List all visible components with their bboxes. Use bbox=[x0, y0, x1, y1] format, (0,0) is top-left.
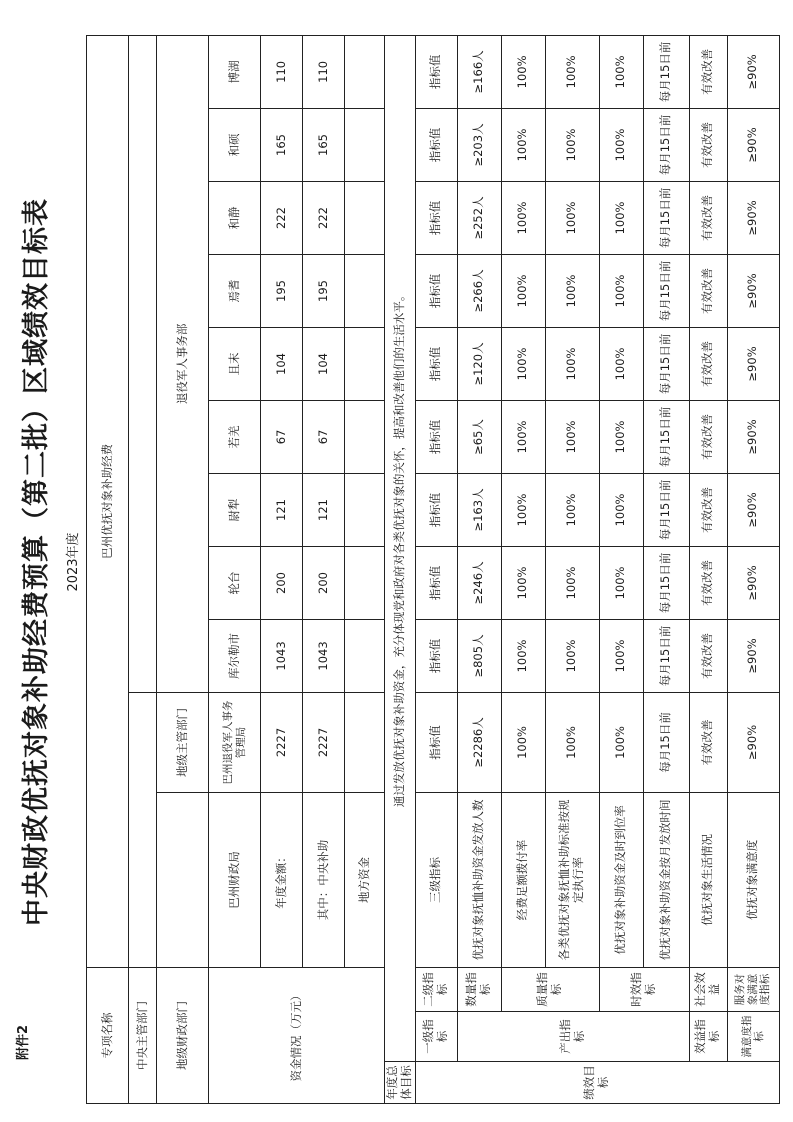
l2-label: 社会效益 bbox=[689, 967, 727, 1011]
value-header: 指标值 bbox=[415, 400, 457, 473]
local-funds-value bbox=[345, 692, 385, 792]
central-dept-row bbox=[129, 35, 157, 1103]
county-header: 库尔勒市 bbox=[209, 619, 261, 692]
county-target: 100% bbox=[599, 400, 643, 473]
funds-label: 资金情况（万元） bbox=[209, 967, 385, 1103]
central-county-value: 67 bbox=[303, 400, 345, 473]
county-target: 每月15日前 bbox=[643, 35, 689, 108]
indicator-row bbox=[599, 35, 643, 1103]
county-target: 每月15日前 bbox=[643, 619, 689, 692]
central-subsidy-row bbox=[303, 35, 345, 1103]
county-header: 和静 bbox=[209, 181, 261, 254]
l3-label: 优抚对象抚恤补助资金发放人数 bbox=[457, 792, 501, 967]
county-target: 100% bbox=[599, 546, 643, 619]
value-header: 指标值 bbox=[415, 108, 457, 181]
county-target: 100% bbox=[599, 35, 643, 108]
county-target: 有效改善 bbox=[689, 108, 727, 181]
county-target: 有效改善 bbox=[689, 400, 727, 473]
veterans-office-label: 巴州退役军人事务管理局 bbox=[209, 692, 261, 792]
county-target: 有效改善 bbox=[689, 546, 727, 619]
county-target: 100% bbox=[545, 619, 599, 692]
local-funds-label: 地方资金 bbox=[345, 792, 385, 967]
county-target: 100% bbox=[545, 108, 599, 181]
indicator-row bbox=[501, 35, 545, 1103]
year-label: 2023年度 bbox=[66, 532, 81, 592]
central-county-value: 104 bbox=[303, 327, 345, 400]
project-label: 专项名称 bbox=[87, 967, 129, 1103]
county-target: ≥90% bbox=[727, 181, 779, 254]
county-target: ≥90% bbox=[727, 254, 779, 327]
annual-amount-label: 年度金额： bbox=[261, 792, 303, 967]
effect-indicator-label: 效益指标 bbox=[689, 1012, 727, 1062]
annual-amount-value: 2227 bbox=[261, 692, 303, 792]
l2-label: 服务对象满意度指标 bbox=[727, 967, 779, 1011]
county-target: 每月15日前 bbox=[643, 400, 689, 473]
county-target: 100% bbox=[545, 400, 599, 473]
county-target: ≥90% bbox=[727, 546, 779, 619]
empty-cell bbox=[345, 619, 385, 692]
annual-goal-row bbox=[385, 35, 416, 1103]
county-target: 100% bbox=[599, 473, 643, 546]
county-target: ≥90% bbox=[727, 35, 779, 108]
indicator-row bbox=[689, 35, 727, 1103]
county-target: ≥252人 bbox=[457, 181, 501, 254]
county-header: 轮台 bbox=[209, 546, 261, 619]
value-header: 指标值 bbox=[415, 692, 457, 792]
local-funds-row bbox=[345, 35, 385, 1103]
l3-label: 优抚对象生活情况 bbox=[689, 792, 727, 967]
value-header: 指标值 bbox=[415, 35, 457, 108]
central-county-value: 121 bbox=[303, 473, 345, 546]
county-target: 100% bbox=[501, 181, 545, 254]
level1-header: 一级指标 bbox=[415, 1012, 457, 1062]
county-target: 100% bbox=[501, 473, 545, 546]
annual-county-value: 200 bbox=[261, 546, 303, 619]
empty-cell bbox=[345, 35, 385, 108]
county-target: 每月15日前 bbox=[643, 108, 689, 181]
county-target: 100% bbox=[501, 254, 545, 327]
central-county-value: 222 bbox=[303, 181, 345, 254]
county-header: 尉犁 bbox=[209, 473, 261, 546]
local-row bbox=[157, 35, 209, 1103]
target-value: ≥90% bbox=[727, 692, 779, 792]
county-target: 100% bbox=[599, 619, 643, 692]
empty-cell bbox=[345, 400, 385, 473]
value-header: 指标值 bbox=[415, 546, 457, 619]
performance-table bbox=[86, 35, 780, 1104]
county-target: 100% bbox=[545, 327, 599, 400]
county-target: 每月15日前 bbox=[643, 181, 689, 254]
annual-county-value: 1043 bbox=[261, 619, 303, 692]
county-target: 有效改善 bbox=[689, 181, 727, 254]
county-target: 100% bbox=[599, 254, 643, 327]
indicator-row bbox=[457, 35, 501, 1103]
l2-label: 数量指标 bbox=[457, 967, 501, 1011]
county-target: ≥90% bbox=[727, 108, 779, 181]
county-target: 有效改善 bbox=[689, 619, 727, 692]
county-target: 每月15日前 bbox=[643, 327, 689, 400]
county-target: ≥65人 bbox=[457, 400, 501, 473]
county-target: 100% bbox=[545, 546, 599, 619]
central-county-value: 1043 bbox=[303, 619, 345, 692]
project-row bbox=[87, 35, 129, 1103]
central-county-value: 165 bbox=[303, 108, 345, 181]
level2-header: 二级指标 bbox=[415, 967, 457, 1011]
value-header: 指标值 bbox=[415, 254, 457, 327]
county-target: ≥163人 bbox=[457, 473, 501, 546]
county-target: 100% bbox=[545, 35, 599, 108]
annual-county-value: 104 bbox=[261, 327, 303, 400]
empty-cell bbox=[345, 473, 385, 546]
county-target: 100% bbox=[599, 327, 643, 400]
value-header: 指标值 bbox=[415, 181, 457, 254]
annual-county-value: 195 bbox=[261, 254, 303, 327]
local-finance-label: 地级财政部门 bbox=[157, 967, 209, 1103]
central-subsidy-label: 其中：中央补助 bbox=[303, 792, 345, 967]
target-value: 有效改善 bbox=[689, 692, 727, 792]
central-dept-label: 中央主管部门 bbox=[129, 967, 157, 1103]
central-county-value: 110 bbox=[303, 35, 345, 108]
l3-label: 优抚对象满意度 bbox=[727, 792, 779, 967]
target-value: 每月15日前 bbox=[643, 692, 689, 792]
empty-cell bbox=[345, 108, 385, 181]
output-indicator-label: 产出指标 bbox=[457, 1012, 689, 1062]
county-target: ≥90% bbox=[727, 619, 779, 692]
l3-label: 优抚对象补助资金及时到位率 bbox=[599, 792, 643, 967]
local-dept-value: 退役军人事务部 bbox=[157, 35, 209, 692]
annual-goal-label: 年度总体目标 bbox=[385, 1062, 416, 1104]
county-target: ≥805人 bbox=[457, 619, 501, 692]
county-header: 和硕 bbox=[209, 108, 261, 181]
l2-label: 时效指标 bbox=[599, 967, 689, 1011]
county-target: 100% bbox=[501, 35, 545, 108]
county-target: 100% bbox=[501, 327, 545, 400]
central-county-value: 200 bbox=[303, 546, 345, 619]
indicator-row bbox=[643, 35, 689, 1103]
empty-cell bbox=[345, 327, 385, 400]
central-county-value: 195 bbox=[303, 254, 345, 327]
empty-cell bbox=[345, 546, 385, 619]
target-value: 100% bbox=[599, 692, 643, 792]
county-target: 有效改善 bbox=[689, 327, 727, 400]
local-dept-label: 地级主管部门 bbox=[157, 692, 209, 792]
l3-label: 优抚对象补助资金按月发放时间 bbox=[643, 792, 689, 967]
county-target: 100% bbox=[545, 473, 599, 546]
level3-header: 三级指标 bbox=[415, 792, 457, 967]
county-target: ≥246人 bbox=[457, 546, 501, 619]
county-target: 100% bbox=[501, 546, 545, 619]
satisfaction-indicator-label: 满意度指标 bbox=[727, 1012, 779, 1062]
county-target: ≥90% bbox=[727, 327, 779, 400]
county-target: 100% bbox=[599, 181, 643, 254]
annex-label: 附件2 bbox=[16, 1024, 31, 1060]
county-target: 100% bbox=[501, 400, 545, 473]
annual-county-value: 110 bbox=[261, 35, 303, 108]
target-value: 100% bbox=[545, 692, 599, 792]
value-header: 指标值 bbox=[415, 619, 457, 692]
annual-goal-text: 通过发放优抚对象补助资金，充分体现党和政府对各类优抚对象的关怀，提高和改善他们的生活水平。 bbox=[385, 35, 416, 1061]
l3-label: 各类优抚对象抚恤补助标准按规定执行率 bbox=[545, 792, 599, 967]
local-finance-value bbox=[157, 792, 209, 967]
annual-county-value: 165 bbox=[261, 108, 303, 181]
annual-county-value: 222 bbox=[261, 181, 303, 254]
county-target: 100% bbox=[501, 108, 545, 181]
central-dept-value-2 bbox=[129, 35, 157, 692]
l2-label: 质量指标 bbox=[501, 967, 599, 1011]
county-target: 100% bbox=[501, 619, 545, 692]
county-target: 100% bbox=[545, 254, 599, 327]
central-dept-value bbox=[129, 692, 157, 967]
target-value: ≥2286人 bbox=[457, 692, 501, 792]
county-target: 有效改善 bbox=[689, 35, 727, 108]
project-value: 巴州优抚对象补助经费 bbox=[87, 35, 129, 967]
county-target: ≥90% bbox=[727, 473, 779, 546]
page-title: 中央财政优抚对象补助经费预算（第二批）区域绩效目标表 bbox=[21, 198, 52, 926]
county-target: 每月15日前 bbox=[643, 473, 689, 546]
annual-county-value: 67 bbox=[261, 400, 303, 473]
perf-label: 绩效目标 bbox=[415, 1062, 779, 1104]
annual-amount-row bbox=[261, 35, 303, 1103]
county-header: 且末 bbox=[209, 327, 261, 400]
value-header: 指标值 bbox=[415, 327, 457, 400]
county-target: 每月15日前 bbox=[643, 254, 689, 327]
county-target: ≥266人 bbox=[457, 254, 501, 327]
county-target: ≥203人 bbox=[457, 108, 501, 181]
county-target: ≥166人 bbox=[457, 35, 501, 108]
empty-cell bbox=[345, 254, 385, 327]
value-header: 指标值 bbox=[415, 473, 457, 546]
county-target: 100% bbox=[599, 108, 643, 181]
empty-cell bbox=[345, 181, 385, 254]
l3-label: 经费足额拨付率 bbox=[501, 792, 545, 967]
funds-header-row bbox=[209, 35, 261, 1103]
finance-bureau-label: 巴州财政局 bbox=[209, 792, 261, 967]
annual-county-value: 121 bbox=[261, 473, 303, 546]
indicator-row bbox=[727, 35, 779, 1103]
county-target: 每月15日前 bbox=[643, 546, 689, 619]
county-target: 有效改善 bbox=[689, 254, 727, 327]
county-header: 博湖 bbox=[209, 35, 261, 108]
county-target: ≥90% bbox=[727, 400, 779, 473]
perf-header-row bbox=[415, 35, 457, 1103]
county-target: 有效改善 bbox=[689, 473, 727, 546]
central-subsidy-value: 2227 bbox=[303, 692, 345, 792]
county-header: 焉耆 bbox=[209, 254, 261, 327]
county-target: ≥120人 bbox=[457, 327, 501, 400]
county-header: 若羌 bbox=[209, 400, 261, 473]
target-value: 100% bbox=[501, 692, 545, 792]
county-target: 100% bbox=[545, 181, 599, 254]
indicator-row bbox=[545, 35, 599, 1103]
